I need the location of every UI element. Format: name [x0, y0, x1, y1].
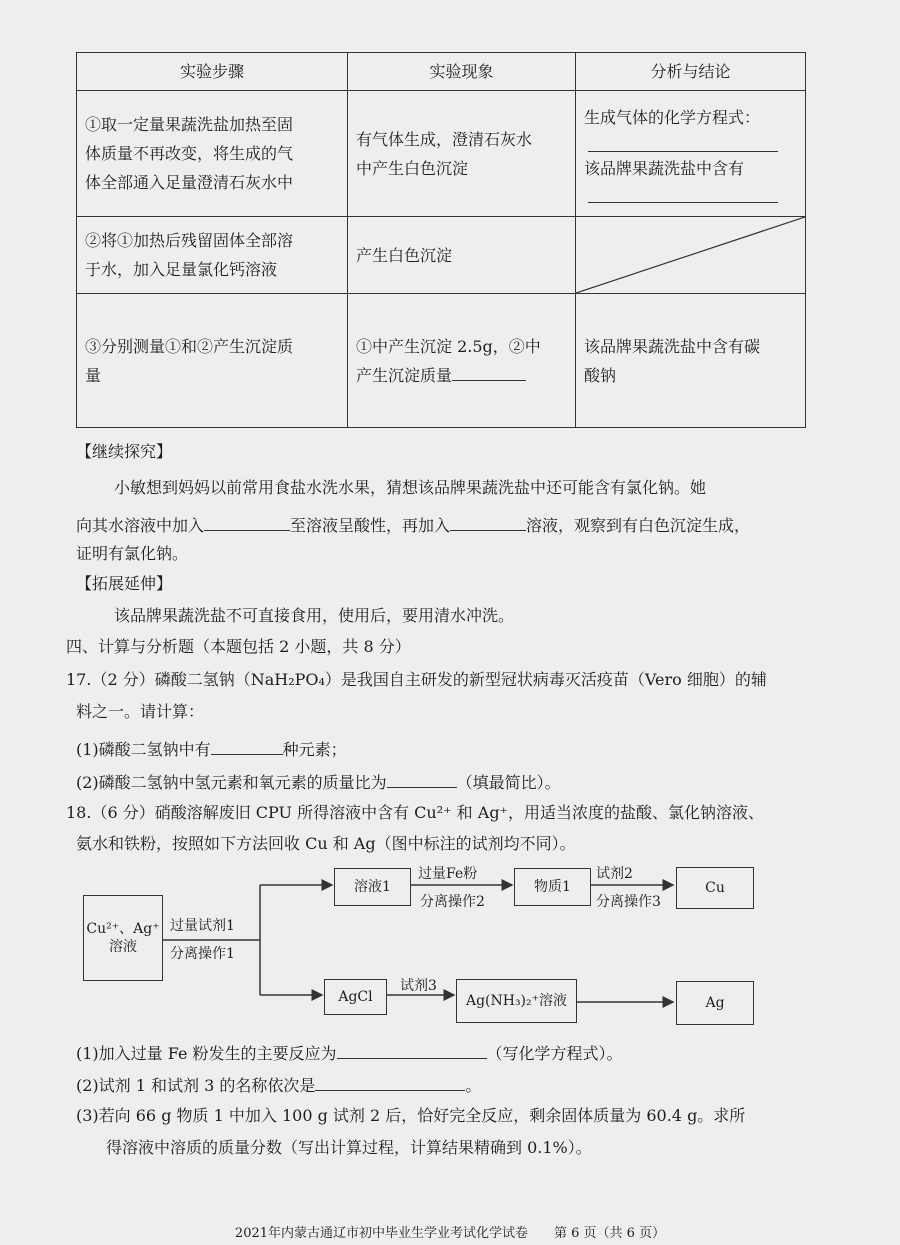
phenomenon-cell: ①中产生沉淀 2.5g，②中 产生沉淀质量: [348, 294, 576, 428]
conclusion-cell: 该品牌果蔬洗盐中含有碳 酸钠: [576, 294, 806, 428]
phenomenon-cell: 产生白色沉淀: [348, 217, 576, 294]
step-cell: ③分别测量①和②产生沉淀质 量: [77, 294, 348, 428]
extend-title: 【拓展延伸】: [76, 574, 173, 593]
separation3-label: 分离操作3: [596, 894, 661, 910]
question-17: 17.（2 分）磷酸二氢钠（NaH₂PO₄）是我国自主研发的新型冠状病毒灭活疫苗（Vero 细胞）的辅: [66, 670, 767, 689]
question-17-cont: 料之一。请计算：: [76, 702, 205, 721]
start-solution-box: Cu²⁺、Ag⁺ 溶液: [83, 895, 163, 981]
continue-paragraph: 向其水溶液中加入 至溶液呈酸性，再加入 溶液，观察到有白色沉淀生成，: [76, 512, 750, 536]
reagent1-label: 过量试剂1: [170, 918, 235, 934]
separation1-label: 分离操作1: [170, 946, 235, 962]
reagent2-label: 试剂2: [596, 866, 633, 882]
extend-paragraph: 该品牌果蔬洗盐不可直接食用，使用后，要用清水冲洗。: [114, 606, 515, 625]
ag-box: Ag: [676, 981, 754, 1025]
diagonal-cell: [576, 217, 806, 294]
question-18-2: (2)试剂 1 和试剂 3 的名称依次是 。: [76, 1072, 481, 1096]
answer-blank[interactable]: [588, 133, 778, 152]
answer-blank[interactable]: [211, 736, 283, 755]
continue-title: 【继续探究】: [76, 442, 173, 461]
header-conclusion: 分析与结论: [576, 53, 806, 91]
question-18-3-cont: 得溶液中溶质的质量分数（写出计算过程，计算结果精确到 0.1%）。: [106, 1138, 592, 1157]
conclusion-cell: 生成气体的化学方程式： 该品牌果蔬洗盐中含有: [576, 91, 806, 217]
fe-powder-label: 过量Fe粉: [418, 866, 478, 882]
silver-ammonia-box: Ag(NH₃)₂⁺溶液: [456, 979, 577, 1023]
cu-box: Cu: [676, 867, 754, 909]
agcl-box: AgCl: [324, 979, 387, 1015]
recovery-flow-diagram: [70, 855, 770, 1035]
continue-paragraph: 小敏想到妈妈以前常用食盐水洗水果，猜想该品牌果蔬洗盐中还可能含有氯化钠。她: [114, 478, 707, 497]
question-18-1: (1)加入过量 Fe 粉发生的主要反应为 （写化学方程式）。: [76, 1040, 623, 1064]
phenomenon-cell: 有气体生成，澄清石灰水 中产生白色沉淀: [348, 91, 576, 217]
diagonal-line: [576, 217, 805, 293]
header-step: 实验步骤: [77, 53, 348, 91]
answer-blank[interactable]: [588, 184, 778, 203]
experiment-table: [76, 52, 806, 428]
table-row: [77, 217, 806, 294]
answer-blank[interactable]: [450, 512, 526, 531]
question-17-1: (1)磷酸二氢钠中有 种元素；: [76, 736, 347, 760]
answer-blank[interactable]: [387, 769, 457, 788]
reagent3-label: 试剂3: [400, 978, 437, 994]
header-phenomenon: 实验现象: [348, 53, 576, 91]
answer-blank[interactable]: [452, 362, 526, 381]
question-17-2: (2)磷酸二氢钠中氢元素和氧元素的质量比为 （填最简比）。: [76, 769, 561, 793]
table-row: [77, 294, 806, 428]
question-18-cont: 氨水和铁粉，按照如下方法回收 Cu 和 Ag（图中标注的试剂均不同）。: [76, 834, 576, 853]
table-header-row: [77, 53, 806, 91]
part4-title: 四、计算与分析题（本题包括 2 小题，共 8 分）: [66, 637, 411, 656]
step-cell: ②将①加热后残留固体全部溶 于水，加入足量氯化钙溶液: [77, 217, 348, 294]
table-row: [77, 91, 806, 217]
page-footer: 2021年内蒙古通辽市初中毕业生学业考试化学试卷 第 6 页（共 6 页）: [234, 1226, 666, 1241]
solution1-box: 溶液1: [334, 868, 411, 906]
question-18-3: (3)若向 66 g 物质 1 中加入 100 g 试剂 2 后，恰好完全反应，剩余固体质量为 60.4 g。求所: [76, 1106, 746, 1125]
step-cell: ①取一定量果蔬洗盐加热至固 体质量不再改变，将生成的气 体全部通入足量澄清石灰水中: [77, 91, 348, 217]
continue-paragraph: 证明有氯化钠。: [76, 544, 189, 563]
answer-blank[interactable]: [204, 512, 290, 531]
answer-blank[interactable]: [337, 1040, 487, 1059]
question-18: 18.（6 分）硝酸溶解废旧 CPU 所得溶液中含有 Cu²⁺ 和 Ag⁺，用适当浓度的盐酸、氯化钠溶液、: [66, 803, 765, 822]
answer-blank[interactable]: [315, 1072, 465, 1091]
substance1-box: 物质1: [514, 868, 591, 906]
separation2-label: 分离操作2: [420, 894, 485, 910]
